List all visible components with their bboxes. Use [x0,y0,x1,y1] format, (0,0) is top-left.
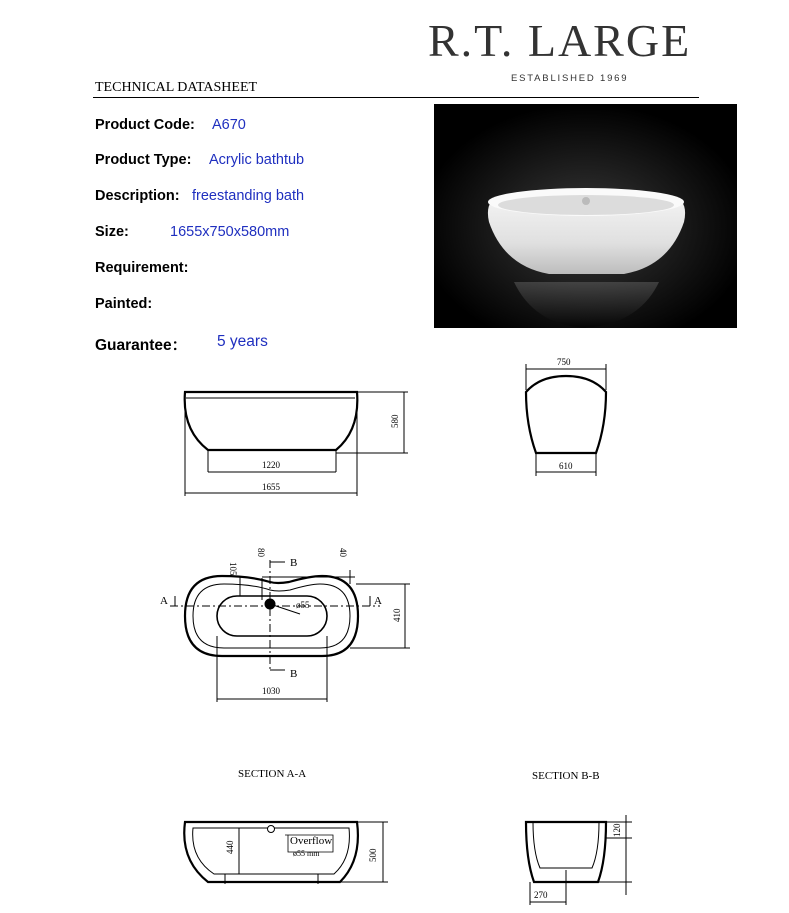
section-b-bottom-marker: B [290,668,298,680]
field-value: 1655x750x580mm [170,224,290,240]
front-length-dim: 1655 [262,482,280,492]
brand-tagline: ESTABLISHED 1969 [511,73,629,84]
section-bb-d270-dim: 270 [534,890,548,900]
field-value: freestanding bath [192,188,305,204]
section-aa-d440-dim: 440 [225,840,235,854]
side-base-dim: 610 [559,461,573,471]
front-view-drawing [185,392,408,496]
field-value: A670 [212,117,246,133]
section-bb-d120-dim: 120 [612,823,622,837]
section-aa-drawing [184,822,388,884]
section-a-right-marker: A [374,595,382,607]
drain-size-label: ø55 [296,600,310,610]
top-view-drawing [170,560,410,702]
front-base-dim: 1220 [262,460,280,470]
field-label: Painted: [95,296,153,312]
overflow-size-label: ø55 mm [293,849,320,858]
overflow-icon [268,826,275,833]
field-label: Description: [95,188,180,204]
field-label: Product Code: [95,117,195,133]
field-value: Acrylic bathtub [209,152,305,168]
brand-logo: R.T. LARGE [428,15,692,66]
section-aa-d500-dim: 500 [368,848,378,862]
field-label: Size: [95,224,129,240]
top-d40-dim: 40 [338,548,348,557]
section-aa-title: SECTION A-A [238,768,307,780]
top-d105-dim: 105 [228,562,238,576]
field-value: 5 years [217,333,268,350]
field-label: Requirement: [95,260,189,276]
section-bb-title: SECTION B-B [532,770,600,782]
section-b-top-marker: B [290,557,298,569]
overflow-label: Overflow [290,835,333,847]
front-height-dim: 580 [390,414,400,428]
drain-icon [265,599,275,609]
top-d410-dim: 410 [392,608,402,622]
side-width-dim: 750 [557,357,571,367]
section-a-left-marker: A [160,595,168,607]
top-d1030-dim: 1030 [262,686,280,696]
field-label: Product Type: [95,152,192,168]
top-d80-dim: 80 [256,548,266,557]
document-title: TECHNICAL DATASHEET [95,80,258,95]
field-label: Guarantee： [95,337,188,354]
side-view-drawing [526,364,606,476]
